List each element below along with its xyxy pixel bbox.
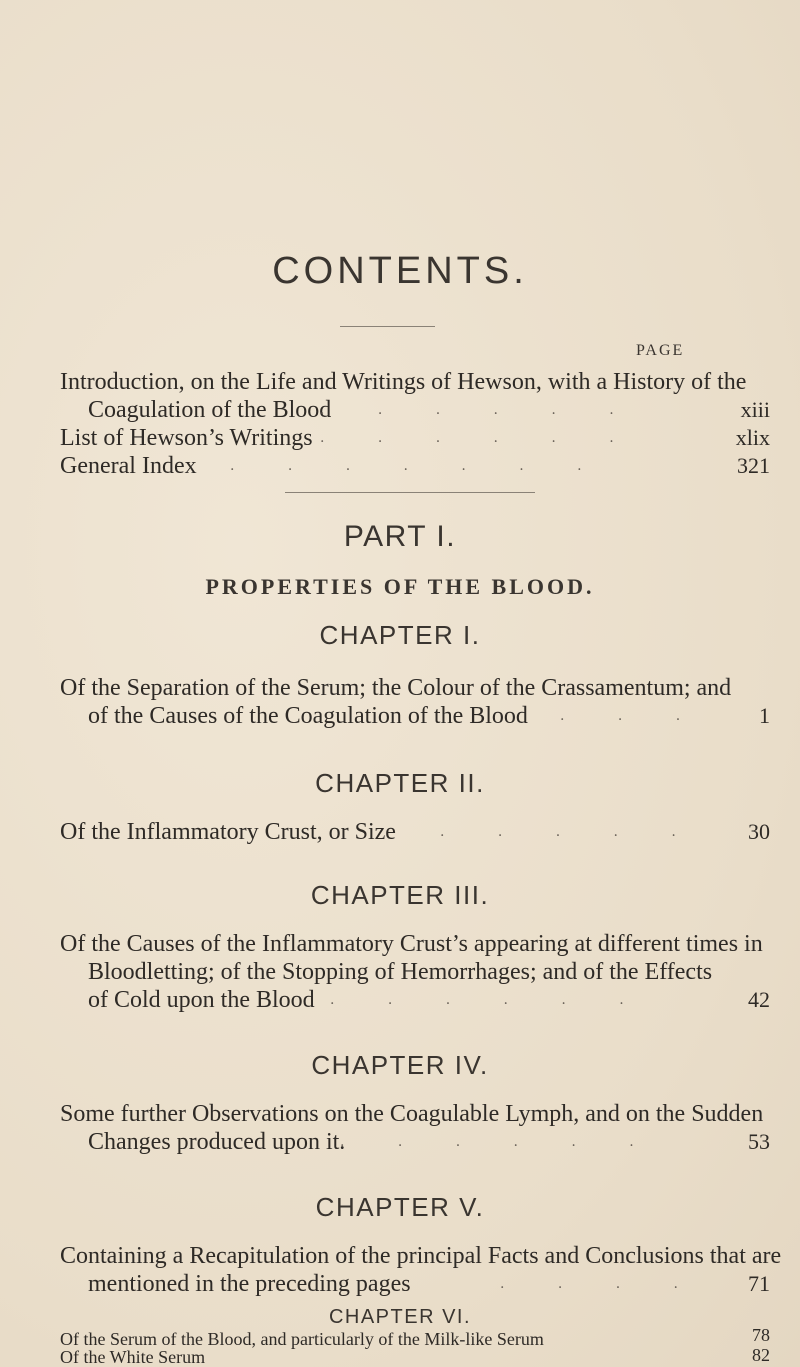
chapter-heading: CHAPTER V. xyxy=(315,1192,485,1222)
toc-entry-line: Some further Observations on the Coagulable Lymph, and on the Sudden xyxy=(60,1101,764,1127)
toc-page-number: 321 xyxy=(737,453,770,478)
toc-entry-line: Of the Causes of the Inflammatory Crust’s appearing at different times in xyxy=(60,931,763,957)
chapter-heading: CHAPTER II. xyxy=(315,768,485,798)
leader-dots: . . . . . . xyxy=(320,402,614,418)
toc-entry-line: Containing a Recapitulation of the principal Facts and Conclusions that are xyxy=(60,1243,782,1269)
leader-dots: . . . . . . . xyxy=(230,458,582,474)
toc-entry-line: Of the White Serum xyxy=(60,1347,206,1367)
toc-page-number: 82 xyxy=(752,1345,770,1365)
chapter-heading: CHAPTER I. xyxy=(319,620,481,650)
toc-entry-line: of Cold upon the Blood xyxy=(88,987,315,1013)
leader-dots: . . . . . . xyxy=(320,430,614,446)
section-rule xyxy=(285,492,535,493)
page-title: CONTENTS. xyxy=(272,250,528,292)
leader-dots: . . . xyxy=(560,708,681,724)
toc-page-number: xiii xyxy=(740,397,770,422)
leader-dots: . . . . . xyxy=(440,824,676,840)
toc-entry-line: Introduction, on the Life and Writings of Hewson, with a History of the xyxy=(60,369,747,395)
toc-page-number: 53 xyxy=(748,1129,770,1154)
toc-entry-line: mentioned in the preceding pages xyxy=(88,1271,411,1297)
toc-entry-line: Coagulation of the Blood xyxy=(88,397,332,423)
title-rule xyxy=(340,326,435,327)
toc-page-number: 42 xyxy=(748,987,770,1012)
toc-entry-line: List of Hewson’s Writings xyxy=(60,425,313,451)
toc-entry-line: Of the Serum of the Blood, and particularly of the Milk-like Serum xyxy=(60,1329,544,1349)
toc-entry-line: General Index xyxy=(60,453,197,479)
toc-entry-line: Bloodletting; of the Stopping of Hemorrhages; and of the Effects xyxy=(88,959,713,985)
part-heading: PART I. xyxy=(343,520,457,553)
leader-dots: . . . . . . xyxy=(340,1134,634,1150)
toc-entry-line: Of the Inflammatory Crust, or Size xyxy=(60,819,396,845)
chapter-heading: CHAPTER VI. xyxy=(328,1306,472,1328)
toc-entry-line: Of the Separation of the Serum; the Colour of the Crassamentum; and xyxy=(60,675,732,701)
chapter-heading: CHAPTER IV. xyxy=(311,1050,489,1080)
chapter-heading: CHAPTER III. xyxy=(310,880,490,910)
toc-entry-line: of the Causes of the Coagulation of the Blood xyxy=(88,703,528,729)
leader-dots: . . . . . . xyxy=(330,992,624,1008)
toc-page-number: xlix xyxy=(735,425,770,450)
toc-page-number: 78 xyxy=(752,1325,770,1345)
toc-page-number: 30 xyxy=(748,819,770,844)
part-subtitle: PROPERTIES OF THE BLOOD. xyxy=(205,574,595,599)
toc-page-number: 1 xyxy=(759,703,770,728)
toc-entry-line: Changes produced upon it. xyxy=(88,1129,346,1155)
page-column-label: PAGE xyxy=(636,342,685,359)
toc-page-number: 71 xyxy=(748,1271,770,1296)
leader-dots: . . . . xyxy=(500,1276,679,1292)
